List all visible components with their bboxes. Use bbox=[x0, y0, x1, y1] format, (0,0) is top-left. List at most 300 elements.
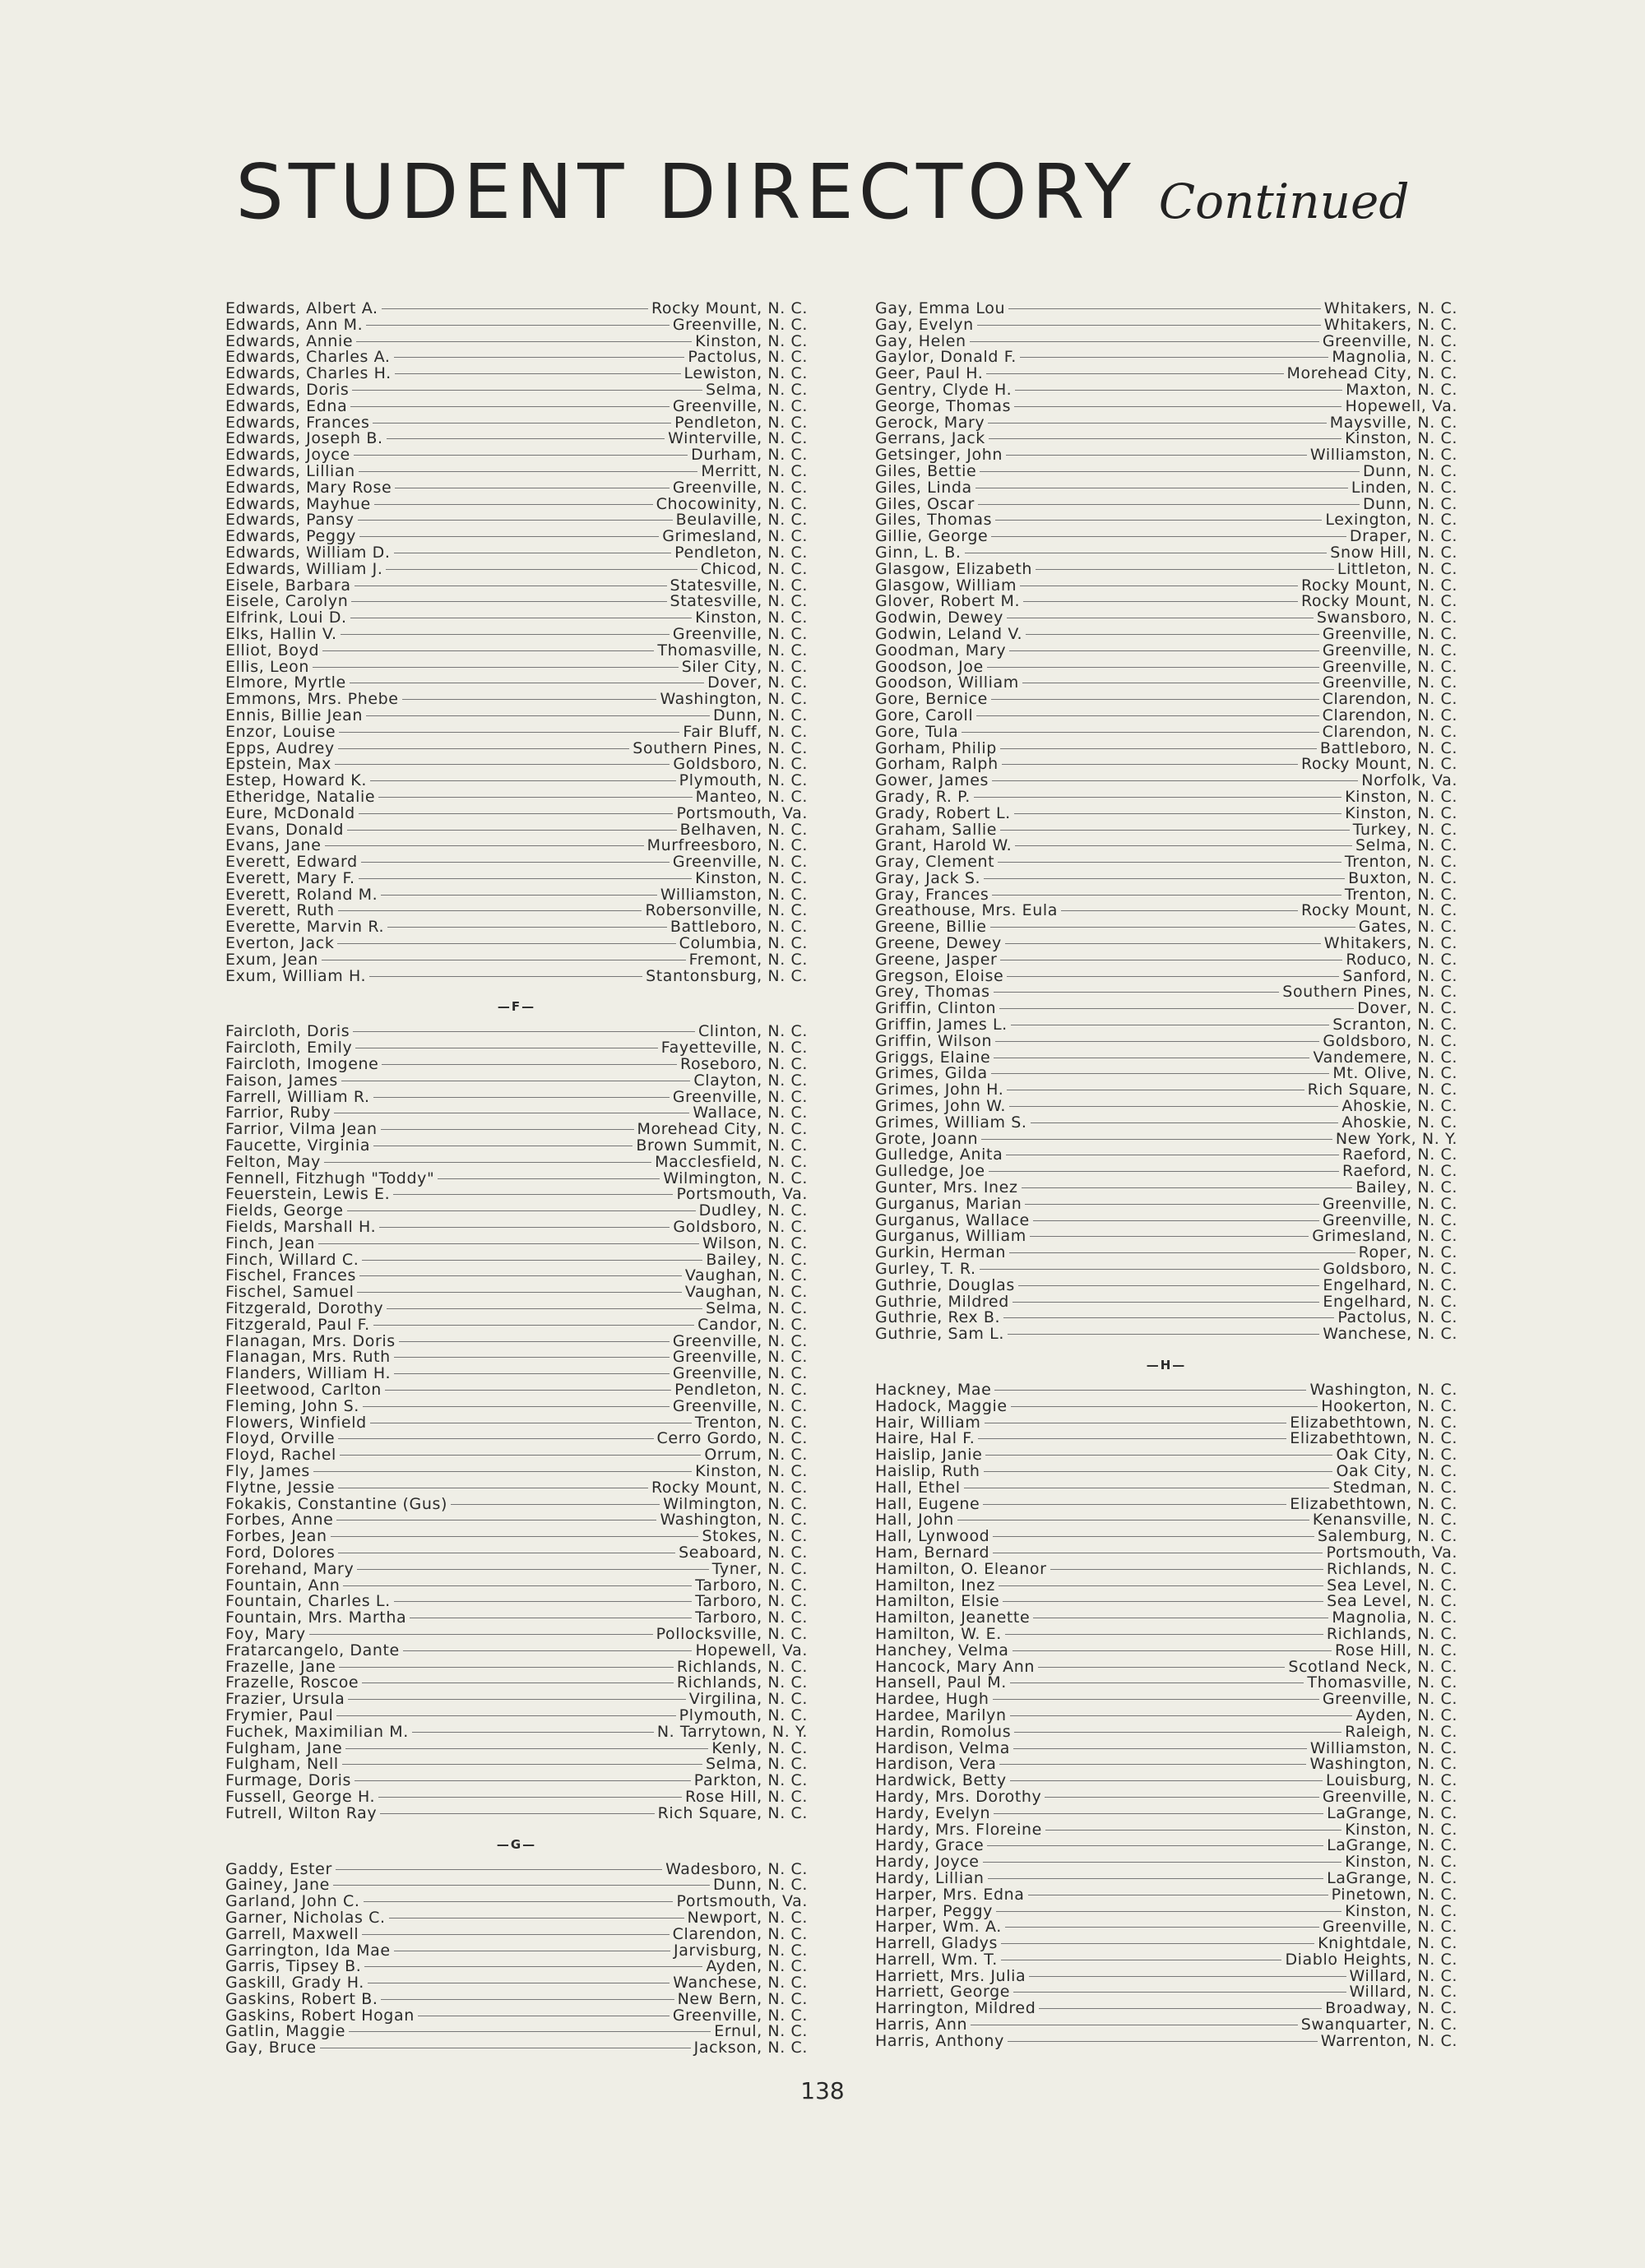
dot-leader bbox=[1015, 390, 1342, 391]
student-name: Garner, Nicholas C. bbox=[225, 1908, 386, 1927]
dot-leader bbox=[989, 1171, 1339, 1172]
hometown: Clayton, N. C. bbox=[693, 1071, 808, 1090]
student-name: Harris, Anthony bbox=[875, 2031, 1004, 2050]
student-name: Everett, Ruth bbox=[225, 901, 335, 920]
dot-leader bbox=[1012, 1302, 1320, 1303]
dot-leader bbox=[984, 878, 1345, 879]
section-letter-heading: —F— bbox=[497, 999, 536, 1015]
student-name: Everett, Mary F. bbox=[225, 868, 355, 887]
dot-leader bbox=[1020, 357, 1329, 358]
dot-leader bbox=[1013, 1992, 1346, 1993]
hometown: Greenville, N. C. bbox=[1322, 331, 1457, 350]
dot-leader bbox=[359, 813, 674, 814]
directory-entry bbox=[225, 1924, 808, 1943]
dot-leader bbox=[339, 732, 679, 733]
student-name: Elliot, Boyd bbox=[225, 641, 320, 660]
dot-leader bbox=[338, 910, 642, 911]
student-name: Epps, Audrey bbox=[225, 738, 335, 757]
directory-entry bbox=[225, 708, 808, 724]
student-name: Edwards, Mary Rose bbox=[225, 478, 392, 497]
hometown: Dover, N. C. bbox=[707, 673, 808, 692]
hometown: Hookerton, N. C. bbox=[1321, 1396, 1457, 1415]
dot-leader bbox=[991, 1073, 1330, 1074]
directory-column-right bbox=[875, 301, 1457, 2050]
student-name: Gillie, George bbox=[875, 527, 989, 546]
directory-entry bbox=[875, 1643, 1457, 1659]
student-name: Gurley, T. R. bbox=[875, 1260, 976, 1279]
directory-entry bbox=[225, 610, 808, 627]
dot-leader bbox=[962, 732, 1318, 733]
hometown: Greenville, N. C. bbox=[672, 1331, 808, 1350]
student-name: Fischel, Samuel bbox=[225, 1283, 354, 1302]
student-name: Gulledge, Joe bbox=[875, 1162, 985, 1181]
hometown: Broadway, N. C. bbox=[1325, 1999, 1457, 2018]
directory-entry bbox=[875, 1396, 1457, 1415]
hometown: Richlands, N. C. bbox=[676, 1657, 808, 1676]
hometown: Willard, N. C. bbox=[1349, 1966, 1457, 1985]
hometown: Portsmouth, Va. bbox=[676, 1185, 808, 1204]
hometown: Elizabethtown, N. C. bbox=[1290, 1494, 1457, 1513]
student-name: Gorham, Ralph bbox=[875, 755, 999, 774]
dot-leader bbox=[357, 1292, 681, 1293]
dot-leader bbox=[313, 1471, 692, 1472]
dot-leader bbox=[338, 748, 630, 749]
student-name: Fields, Marshall H. bbox=[225, 1218, 377, 1237]
dot-leader bbox=[393, 1194, 673, 1195]
dot-leader bbox=[354, 1780, 691, 1781]
student-name: Fields, George bbox=[225, 1201, 344, 1220]
hometown: Mt. Olive, N. C. bbox=[1332, 1064, 1457, 1083]
student-name: Giles, Bettie bbox=[875, 461, 977, 480]
student-name: Edwards, Lillian bbox=[225, 461, 355, 480]
directory-entry bbox=[875, 1529, 1457, 1545]
student-name: Harriett, Mrs. Julia bbox=[875, 1966, 1026, 1985]
hometown: Pactolus, N. C. bbox=[1337, 1308, 1457, 1327]
directory-entry bbox=[875, 1196, 1457, 1213]
dot-leader bbox=[373, 1097, 670, 1098]
hometown: Winterville, N. C. bbox=[668, 429, 808, 448]
student-name: Grimes, William S. bbox=[875, 1113, 1027, 1132]
directory-entry bbox=[875, 708, 1457, 724]
dot-leader bbox=[1012, 1650, 1332, 1651]
dot-leader bbox=[974, 797, 1341, 798]
hometown: Scotland Neck, N. C. bbox=[1288, 1657, 1457, 1676]
hometown: Maxton, N. C. bbox=[1346, 380, 1457, 399]
dot-leader bbox=[387, 438, 665, 439]
hometown: Swansboro, N. C. bbox=[1316, 609, 1457, 627]
student-name: Griffin, Wilson bbox=[875, 1031, 993, 1050]
directory-entry bbox=[875, 854, 1457, 871]
dot-leader bbox=[1005, 1927, 1319, 1928]
student-name: Faircloth, Doris bbox=[225, 1022, 350, 1041]
dot-leader bbox=[337, 943, 675, 944]
hometown: Selma, N. C. bbox=[705, 1299, 808, 1318]
directory-entry bbox=[225, 1610, 808, 1627]
directory-entry bbox=[225, 1643, 808, 1659]
dot-leader bbox=[370, 780, 676, 781]
hometown: Tarboro, N. C. bbox=[695, 1592, 808, 1611]
student-name: Hardwick, Betty bbox=[875, 1771, 1007, 1790]
dot-leader bbox=[351, 601, 666, 602]
hometown: Clinton, N. C. bbox=[697, 1022, 808, 1041]
dot-leader bbox=[451, 1504, 660, 1505]
hometown: Pinetown, N. C. bbox=[1331, 1885, 1457, 1904]
dot-leader bbox=[1010, 1682, 1304, 1683]
student-name: Gerrans, Jack bbox=[875, 429, 985, 448]
hometown: Virgilina, N. C. bbox=[688, 1690, 808, 1709]
dot-leader bbox=[361, 862, 670, 863]
hometown: Louisburg, N. C. bbox=[1325, 1771, 1457, 1790]
dot-leader bbox=[324, 1162, 651, 1163]
hometown: Rocky Mount, N. C. bbox=[1300, 576, 1457, 595]
hometown: Greenville, N. C. bbox=[1322, 1787, 1457, 1806]
dot-leader bbox=[374, 504, 653, 505]
hometown: Williamston, N. C. bbox=[660, 885, 808, 904]
page-number: 138 bbox=[800, 2077, 845, 2104]
hometown: Linden, N. C. bbox=[1351, 478, 1457, 497]
hometown: Oak City, N. C. bbox=[1336, 1461, 1457, 1480]
student-name: Harrell, Wm. T. bbox=[875, 1950, 998, 1969]
hometown: Kenansville, N. C. bbox=[1312, 1511, 1457, 1530]
student-name: Goodson, William bbox=[875, 673, 1019, 692]
student-name: Gunter, Mrs. Inez bbox=[875, 1178, 1018, 1197]
hometown: Kinston, N. C. bbox=[1345, 803, 1457, 822]
hometown: Kinston, N. C. bbox=[695, 1461, 808, 1480]
directory-entry bbox=[225, 773, 808, 789]
dot-leader bbox=[1011, 1406, 1318, 1407]
dot-leader bbox=[369, 976, 642, 977]
directory-entry bbox=[875, 1099, 1457, 1115]
dot-leader bbox=[394, 1357, 670, 1358]
dot-leader bbox=[353, 1031, 695, 1032]
student-name: Exum, Jean bbox=[225, 950, 318, 969]
hometown: Siler City, N. C. bbox=[681, 657, 808, 676]
hometown: Raeford, N. C. bbox=[1341, 1162, 1457, 1181]
hometown: Clarendon, N. C. bbox=[1322, 706, 1457, 724]
directory-entry bbox=[875, 1624, 1457, 1643]
hometown: Plymouth, N. C. bbox=[679, 771, 808, 790]
hometown: Washington, N. C. bbox=[660, 690, 808, 709]
hometown: Snow Hill, N. C. bbox=[1330, 543, 1457, 562]
hometown: Greenville, N. C. bbox=[1322, 1210, 1457, 1229]
hometown: Southern Pines, N. C. bbox=[1282, 983, 1457, 1002]
dot-leader bbox=[318, 1243, 699, 1244]
hometown: Ahoskie, N. C. bbox=[1341, 1097, 1457, 1116]
directory-entry bbox=[875, 366, 1457, 382]
hometown: Knightdale, N. C. bbox=[1318, 1934, 1457, 1953]
student-name: Harrell, Gladys bbox=[875, 1934, 998, 1953]
directory-entry bbox=[875, 1854, 1457, 1871]
student-name: Giles, Oscar bbox=[875, 494, 975, 513]
hometown: Kinston, N. C. bbox=[1345, 429, 1457, 448]
student-name: Giles, Linda bbox=[875, 478, 972, 497]
dot-leader bbox=[1025, 1204, 1318, 1205]
directory-entry bbox=[225, 1624, 808, 1643]
dot-leader bbox=[989, 438, 1341, 439]
student-name: Fulgham, Nell bbox=[225, 1755, 339, 1774]
dot-leader bbox=[352, 390, 702, 391]
student-name: Edwards, Charles A. bbox=[225, 348, 391, 367]
dot-leader bbox=[1007, 976, 1339, 977]
dot-leader bbox=[359, 536, 659, 537]
dot-leader bbox=[380, 1813, 654, 1814]
hometown: Kinston, N. C. bbox=[695, 331, 808, 350]
student-name: Farrior, Vilma Jean bbox=[225, 1120, 378, 1139]
dot-leader bbox=[1014, 406, 1341, 407]
student-name: Gaskins, Robert B. bbox=[225, 1989, 378, 2008]
dot-leader bbox=[349, 2031, 711, 2032]
student-name: Gay, Emma Lou bbox=[875, 299, 1006, 317]
hometown: LaGrange, N. C. bbox=[1327, 1836, 1457, 1855]
student-name: Frymier, Paul bbox=[225, 1706, 334, 1724]
dot-leader bbox=[1008, 2041, 1318, 2042]
directory-entry bbox=[875, 868, 1457, 887]
dot-leader bbox=[354, 455, 688, 456]
directory-entry bbox=[875, 480, 1457, 497]
dot-leader bbox=[373, 1325, 694, 1326]
directory-entry bbox=[875, 1773, 1457, 1789]
dot-leader bbox=[1010, 1780, 1323, 1781]
hometown: Lexington, N. C. bbox=[1325, 511, 1457, 530]
student-name: Gaskins, Robert Hogan bbox=[225, 2006, 415, 2025]
hometown: Durham, N. C. bbox=[691, 446, 808, 465]
dot-leader bbox=[359, 878, 692, 879]
student-name: Gay, Evelyn bbox=[875, 315, 974, 334]
dot-leader bbox=[366, 325, 669, 326]
student-name: Harrington, Mildred bbox=[875, 1999, 1036, 2018]
dot-leader bbox=[1009, 650, 1319, 651]
dot-leader bbox=[999, 1764, 1306, 1765]
hometown: Battleboro, N. C. bbox=[670, 918, 808, 937]
student-name: Elfrink, Loui D. bbox=[225, 609, 347, 627]
hometown: LaGrange, N. C. bbox=[1327, 1868, 1457, 1887]
dot-leader bbox=[980, 1269, 1320, 1270]
student-name: Fussell, George H. bbox=[225, 1787, 376, 1806]
student-name: Hair, William bbox=[875, 1413, 981, 1432]
directory-entry bbox=[875, 773, 1457, 789]
directory-entry bbox=[225, 545, 808, 562]
dot-leader bbox=[331, 1536, 699, 1537]
directory-entry bbox=[225, 2040, 808, 2057]
directory-entry bbox=[875, 1936, 1457, 1952]
hometown: Diablo Heights, N. C. bbox=[1285, 1950, 1457, 1969]
directory-column-left bbox=[225, 301, 808, 2057]
dot-leader bbox=[381, 1129, 634, 1130]
student-name: Evans, Jane bbox=[225, 836, 322, 855]
hometown: Goldsboro, N. C. bbox=[673, 755, 808, 774]
student-name: Goodman, Mary bbox=[875, 641, 1007, 660]
hometown: Trenton, N. C. bbox=[1344, 853, 1457, 872]
student-name: Harper, Peggy bbox=[875, 1901, 994, 1920]
student-name: Greathouse, Mrs. Eula bbox=[875, 901, 1059, 920]
directory-entry bbox=[875, 2017, 1457, 2034]
dot-leader bbox=[1005, 1634, 1323, 1635]
hometown: Greenville, N. C. bbox=[672, 396, 808, 415]
student-name: Hall, Lynwood bbox=[875, 1527, 990, 1546]
dot-leader bbox=[1045, 1797, 1318, 1798]
hometown: Greenville, N. C. bbox=[672, 478, 808, 497]
student-name: Geer, Paul H. bbox=[875, 364, 984, 383]
student-name: Gray, Frances bbox=[875, 885, 989, 904]
student-name: Gurganus, Wallace bbox=[875, 1210, 1030, 1229]
student-name: Estep, Howard K. bbox=[225, 771, 367, 790]
hometown: Richlands, N. C. bbox=[676, 1673, 808, 1692]
hometown: Beulaville, N. C. bbox=[675, 511, 808, 530]
hometown: Swanquarter, N. C. bbox=[1300, 2016, 1457, 2034]
student-name: Hardy, Mrs. Dorothy bbox=[875, 1787, 1042, 1806]
hometown: Jarvisburg, N. C. bbox=[674, 1941, 808, 1960]
dot-leader bbox=[1009, 1106, 1338, 1107]
directory-entry bbox=[225, 1975, 808, 1992]
dot-leader bbox=[359, 1275, 682, 1276]
directory-entry bbox=[225, 1692, 808, 1708]
dot-leader bbox=[998, 862, 1341, 863]
hometown: Kinston, N. C. bbox=[695, 609, 808, 627]
directory-entry bbox=[875, 1545, 1457, 1562]
student-name: Hamilton, O. Eleanor bbox=[875, 1559, 1047, 1578]
hometown: Fremont, N. C. bbox=[688, 950, 808, 969]
hometown: Dover, N. C. bbox=[1357, 999, 1457, 1018]
hometown: Roduco, N. C. bbox=[1346, 950, 1457, 969]
directory-entry bbox=[225, 1545, 808, 1562]
student-name: Fountain, Ann bbox=[225, 1576, 341, 1595]
student-name: Forehand, Mary bbox=[225, 1559, 354, 1578]
student-name: Feuerstein, Lewis E. bbox=[225, 1185, 391, 1204]
hometown: Ayden, N. C. bbox=[1355, 1706, 1457, 1724]
student-name: Gore, Bernice bbox=[875, 690, 988, 709]
hometown: Gates, N. C. bbox=[1358, 918, 1457, 937]
hometown: Fair Bluff, N. C. bbox=[683, 722, 808, 741]
dot-leader bbox=[325, 845, 644, 846]
hometown: Pactolus, N. C. bbox=[688, 348, 808, 367]
hometown: Rich Square, N. C. bbox=[657, 1803, 808, 1822]
dot-leader bbox=[995, 1041, 1319, 1042]
hometown: Portsmouth, Va. bbox=[676, 803, 808, 822]
directory-entry bbox=[875, 1480, 1457, 1497]
hometown: Buxton, N. C. bbox=[1348, 868, 1457, 887]
student-name: Hardy, Joyce bbox=[875, 1853, 980, 1872]
student-name: Gorham, Philip bbox=[875, 738, 997, 757]
hometown: Greenville, N. C. bbox=[672, 1396, 808, 1415]
dot-leader bbox=[990, 927, 1355, 928]
student-name: Edwards, Pansy bbox=[225, 511, 354, 530]
student-name: Guthrie, Mildred bbox=[875, 1292, 1009, 1311]
directory-entry bbox=[875, 803, 1457, 822]
student-name: Gay, Bruce bbox=[225, 2039, 317, 2057]
hometown: Magnolia, N. C. bbox=[1332, 1608, 1457, 1627]
student-name: Griffin, James L. bbox=[875, 1016, 1008, 1034]
student-name: Edwards, Ann M. bbox=[225, 315, 364, 334]
dot-leader bbox=[1014, 813, 1341, 814]
hometown: Richlands, N. C. bbox=[1326, 1559, 1457, 1578]
hometown: Rich Square, N. C. bbox=[1307, 1081, 1457, 1099]
dot-leader bbox=[1000, 830, 1350, 831]
dot-leader bbox=[1014, 1732, 1341, 1733]
dot-leader bbox=[1045, 1830, 1341, 1831]
directory-entry bbox=[875, 936, 1457, 952]
student-name: Fulgham, Jane bbox=[225, 1738, 343, 1757]
student-name: Greene, Dewey bbox=[875, 934, 1002, 953]
dot-leader bbox=[981, 1139, 1332, 1140]
student-name: Hardin, Romolus bbox=[875, 1722, 1012, 1741]
hometown: Stantonsburg, N. C. bbox=[646, 966, 808, 985]
hometown: Washington, N. C. bbox=[1309, 1755, 1457, 1774]
dot-leader bbox=[983, 1504, 1286, 1505]
student-name: Haislip, Janie bbox=[875, 1446, 983, 1465]
student-name: Eure, McDonald bbox=[225, 803, 355, 822]
student-name: Ford, Dolores bbox=[225, 1543, 336, 1562]
dot-leader bbox=[994, 1813, 1323, 1814]
hometown: Tarboro, N. C. bbox=[695, 1576, 808, 1595]
student-name: Grey, Thomas bbox=[875, 983, 990, 1002]
student-name: Grote, Joann bbox=[875, 1129, 979, 1148]
student-name: Hall, Eugene bbox=[875, 1494, 980, 1513]
hometown: Salemburg, N. C. bbox=[1317, 1527, 1457, 1546]
hometown: Greenville, N. C. bbox=[1322, 641, 1457, 660]
student-name: Hanchey, Velma bbox=[875, 1641, 1009, 1659]
hometown: Tarboro, N. C. bbox=[695, 1608, 808, 1627]
student-name: Edwards, Albert A. bbox=[225, 299, 378, 317]
directory-entry bbox=[225, 1910, 808, 1927]
hometown: Macclesfield, N. C. bbox=[655, 1152, 808, 1171]
directory-entry bbox=[225, 803, 808, 822]
student-name: Hancock, Mary Ann bbox=[875, 1657, 1035, 1676]
hometown: Elizabethtown, N. C. bbox=[1290, 1413, 1457, 1432]
directory-entry bbox=[225, 868, 808, 887]
dot-leader bbox=[309, 1634, 653, 1635]
dot-leader bbox=[1026, 634, 1319, 635]
hometown: Battleboro, N. C. bbox=[1319, 738, 1457, 757]
hometown: Warrenton, N. C. bbox=[1320, 2031, 1457, 2050]
page-header bbox=[0, 148, 1645, 236]
dot-leader bbox=[1015, 845, 1352, 846]
dot-leader bbox=[394, 1373, 670, 1374]
directory-entry bbox=[225, 1382, 808, 1399]
hometown: Maysville, N. C. bbox=[1329, 413, 1457, 432]
dot-leader bbox=[1009, 1252, 1355, 1253]
hometown: Trenton, N. C. bbox=[1344, 885, 1457, 904]
hometown: Goldsboro, N. C. bbox=[1323, 1260, 1457, 1279]
student-name: Grady, Robert L. bbox=[875, 803, 1011, 822]
student-name: Giles, Thomas bbox=[875, 511, 993, 530]
dot-leader bbox=[335, 764, 670, 765]
dot-leader bbox=[987, 667, 1319, 668]
hometown: New York, N. Y. bbox=[1335, 1129, 1457, 1148]
student-name: Fuchek, Maximilian M. bbox=[225, 1722, 409, 1741]
dot-leader bbox=[1003, 1601, 1323, 1602]
hometown: Trenton, N. C. bbox=[694, 1413, 808, 1432]
dot-leader bbox=[364, 1901, 674, 1902]
hometown: Fayetteville, N. C. bbox=[660, 1039, 808, 1058]
dot-leader bbox=[359, 471, 698, 472]
hometown: Oak City, N. C. bbox=[1336, 1446, 1457, 1465]
directory-entry bbox=[225, 1529, 808, 1545]
student-name: Hamilton, Inez bbox=[875, 1576, 995, 1595]
hometown: Statesville, N. C. bbox=[670, 576, 808, 595]
hometown: Murfreesboro, N. C. bbox=[646, 836, 808, 855]
dot-leader bbox=[991, 699, 1319, 700]
hometown: Washington, N. C. bbox=[1309, 1381, 1457, 1399]
hometown: Wilson, N. C. bbox=[702, 1234, 808, 1252]
student-name: Hardee, Hugh bbox=[875, 1690, 989, 1709]
student-name: Fleming, John S. bbox=[225, 1396, 359, 1415]
student-name: Gurganus, Marian bbox=[875, 1194, 1022, 1213]
hometown: Raleigh, N. C. bbox=[1345, 1722, 1457, 1741]
dot-leader bbox=[1008, 1334, 1319, 1335]
hometown: Whitakers, N. C. bbox=[1323, 934, 1457, 953]
dot-leader bbox=[984, 1471, 1333, 1472]
hometown: Bailey, N. C. bbox=[706, 1250, 808, 1269]
